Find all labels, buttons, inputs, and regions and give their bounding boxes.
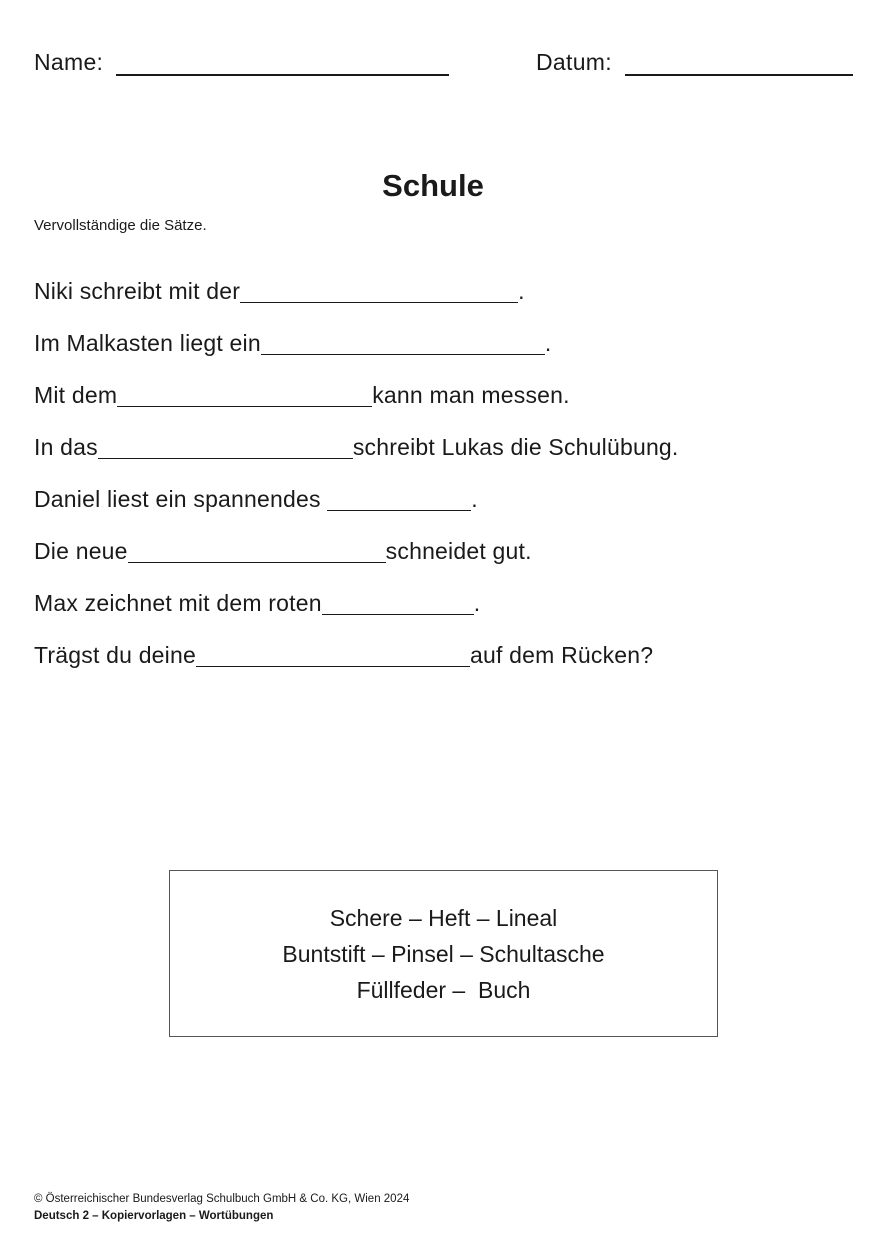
sentence-text-before: Niki schreibt mit der bbox=[34, 278, 241, 304]
date-blank[interactable] bbox=[625, 50, 853, 76]
page-title: Schule bbox=[382, 168, 484, 203]
answer-blank[interactable] bbox=[98, 436, 353, 459]
sentence-text-after: auf dem Rücken? bbox=[469, 642, 654, 668]
footer-copyright: © Österreichischer Bundesverlag Schulbuch GmbH & Co. KG, Wien 2024 bbox=[34, 1193, 410, 1205]
answer-blank[interactable] bbox=[128, 540, 386, 563]
sentence-text-after: kann man messen. bbox=[372, 382, 570, 408]
answer-blank[interactable] bbox=[327, 488, 471, 511]
answer-blank[interactable] bbox=[240, 280, 518, 303]
sentence-text-after: . bbox=[518, 278, 525, 304]
sentence-2 bbox=[34, 330, 551, 357]
sentence-text-before: Mit dem bbox=[34, 382, 118, 408]
answer-blank[interactable] bbox=[117, 384, 372, 407]
name-label: Name: bbox=[34, 49, 104, 75]
name-field bbox=[34, 49, 449, 76]
sentence-text-before: Im Malkasten liegt ein bbox=[34, 330, 261, 356]
sentence-text-after: . bbox=[473, 590, 481, 616]
instruction-text: Vervollständige die Sätze. bbox=[34, 217, 207, 234]
sentence-text-before: In das bbox=[34, 434, 98, 460]
sentence-3 bbox=[34, 382, 570, 409]
answer-blank[interactable] bbox=[261, 332, 545, 355]
sentence-1 bbox=[34, 278, 525, 305]
word-bank-line: Schere – Heft – Lineal bbox=[329, 904, 558, 931]
word-bank-line: Füllfeder – Buch bbox=[356, 976, 531, 1003]
sentence-5 bbox=[34, 486, 478, 513]
sentence-7 bbox=[34, 590, 480, 617]
sentence-text-after: schneidet gut. bbox=[385, 538, 532, 564]
sentence-text-after: . bbox=[471, 486, 478, 512]
sentence-text-before: Die neue bbox=[34, 538, 128, 564]
date-field bbox=[536, 49, 853, 76]
sentence-text-after: . bbox=[544, 330, 552, 356]
answer-blank[interactable] bbox=[196, 644, 470, 667]
name-blank[interactable] bbox=[116, 50, 449, 76]
sentence-text-after: schreibt Lukas die Schulübung. bbox=[352, 434, 679, 460]
sentence-text-before: Daniel liest ein spannendes bbox=[34, 486, 328, 512]
sentence-text-before: Max zeichnet mit dem roten bbox=[34, 590, 322, 616]
sentence-6 bbox=[34, 538, 532, 565]
sentence-8 bbox=[34, 642, 653, 669]
footer-series: Deutsch 2 – Kopiervorlagen – Wortübungen bbox=[34, 1210, 274, 1222]
word-bank-box bbox=[169, 870, 718, 1037]
date-label: Datum: bbox=[536, 49, 612, 75]
word-bank-line: Buntstift – Pinsel – Schultasche bbox=[282, 940, 605, 967]
sentence-4 bbox=[34, 434, 679, 461]
answer-blank[interactable] bbox=[322, 592, 474, 615]
sentence-text-before: Trägst du deine bbox=[34, 642, 196, 668]
